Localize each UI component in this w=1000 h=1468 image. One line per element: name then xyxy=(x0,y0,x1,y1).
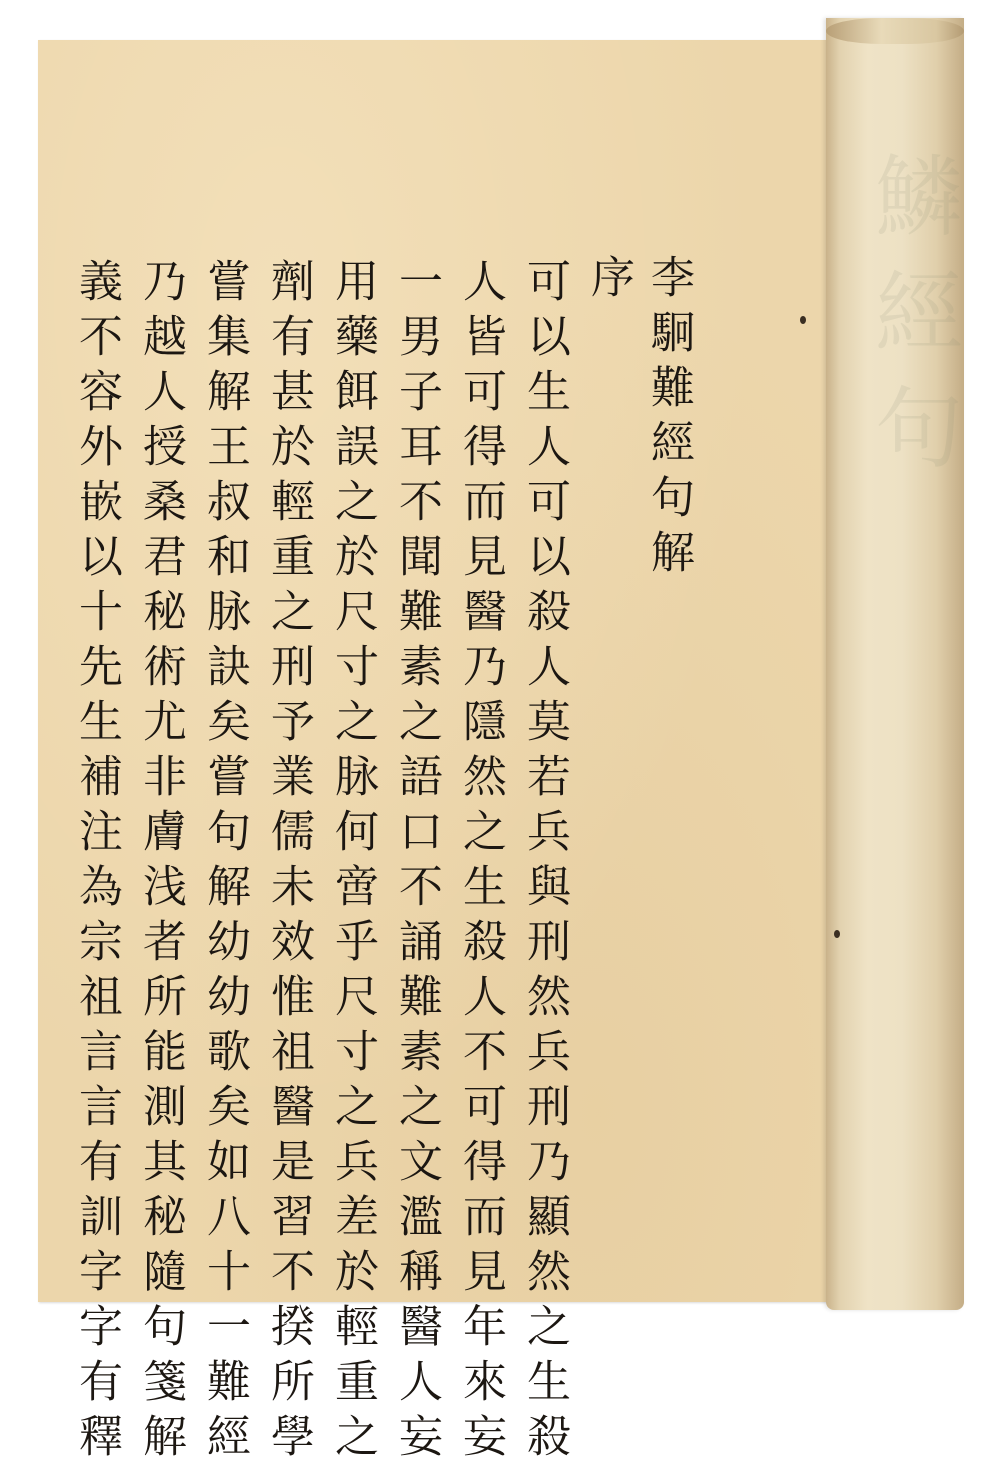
text-column-1: 可以生人可以殺人莫若兵與刑然兵刑乃顯然之生殺 xyxy=(519,258,570,1468)
text-column-4: 用藥餌誤之於尺寸之脉何啻乎尺寸之兵差於輕重之 xyxy=(327,258,378,1468)
text-column-5: 劑有甚於輕重之刑予業儒未效惟祖醫是習不揆所學 xyxy=(263,258,314,1468)
ink-spot xyxy=(800,316,806,324)
ink-spot xyxy=(834,930,840,938)
text-column-3: 一男子耳不聞難素之語口不誦難素之文濫稱醫人妄 xyxy=(391,258,442,1468)
text-column-2: 人皆可得而見醫乃隱然之生殺人不可得而見年來妄 xyxy=(455,258,506,1468)
text-column-6: 嘗集解王叔和脉訣矣嘗句解幼幼歌矣如八十一難經 xyxy=(199,258,250,1468)
section-heading: 序 xyxy=(583,254,634,309)
bleed-through-ink: 鱗 經 句 xyxy=(861,150,964,470)
text-column-7: 乃越人授桑君秘術尤非膚浅者所能測其秘隨句箋解 xyxy=(135,258,186,1468)
text-column-8: 義不容外嵌以十先生補注為宗祖言言有訓字字有釋 xyxy=(71,258,122,1468)
book-title: 李駉難經句解 xyxy=(643,254,694,584)
